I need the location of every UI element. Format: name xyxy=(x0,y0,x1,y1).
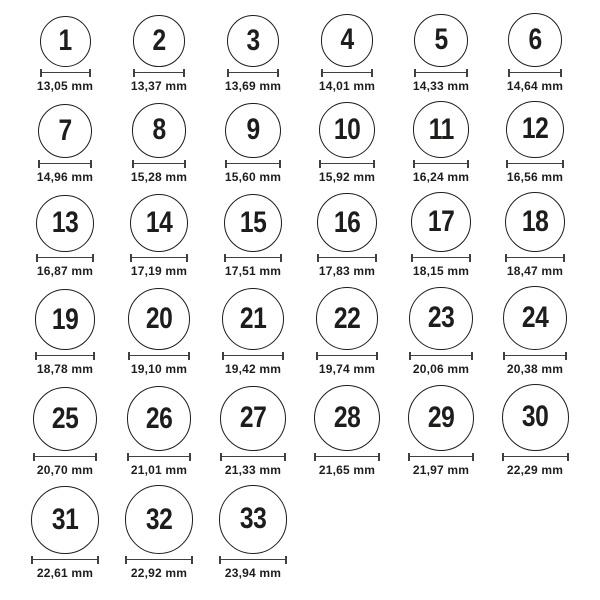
ring-circle-outline xyxy=(503,286,567,350)
diameter-label: 14,01 mm xyxy=(318,78,376,93)
ring-cell xyxy=(300,287,394,376)
ring-size-number: 6 xyxy=(528,22,542,56)
ring-circle-outline xyxy=(33,387,97,451)
ring-size-number: 28 xyxy=(333,401,361,435)
diameter-label: 14,96 mm xyxy=(36,169,94,184)
diameter-ruler xyxy=(128,352,190,360)
ring-size-number: 12 xyxy=(521,112,549,146)
ring-circle-outline xyxy=(317,193,376,252)
diameter-label: 15,28 mm xyxy=(130,169,188,184)
ring-circle-outline xyxy=(413,101,470,158)
ring-cell xyxy=(300,102,394,184)
diameter-ruler xyxy=(31,556,99,564)
ring-size-number: 13 xyxy=(51,206,79,240)
diameter-ruler xyxy=(502,453,569,461)
ring-cell xyxy=(112,485,206,579)
diameter-label: 17,51 mm xyxy=(224,264,282,279)
chart-row xyxy=(18,485,582,580)
diameter-ruler xyxy=(40,69,91,77)
diameter-label: 19,10 mm xyxy=(130,361,188,376)
chart-row xyxy=(18,101,582,184)
ring-cell xyxy=(300,14,394,93)
ring-circle-outline xyxy=(130,194,188,252)
diameter-label: 18,78 mm xyxy=(36,361,94,376)
ring-circle-outline xyxy=(414,14,467,67)
diameter-label: 23,94 mm xyxy=(224,565,282,580)
diameter-label: 19,42 mm xyxy=(224,361,282,376)
ring-circle-outline xyxy=(224,194,283,253)
ring-size-number: 4 xyxy=(340,23,354,57)
diameter-ruler xyxy=(225,160,280,168)
ring-size-number: 10 xyxy=(333,112,361,146)
ring-size-number: 19 xyxy=(51,302,79,336)
ring-circle-outline xyxy=(505,192,565,252)
ring-cell xyxy=(112,15,206,93)
diameter-ruler xyxy=(413,160,470,168)
ring-circle-outline xyxy=(319,102,375,158)
ring-size-number: 3 xyxy=(246,23,260,57)
diameter-label: 17,83 mm xyxy=(318,264,376,279)
ring-cell xyxy=(394,287,488,376)
ring-circle-outline xyxy=(314,385,380,451)
ring-cell xyxy=(488,101,582,184)
ring-cell xyxy=(112,194,206,278)
diameter-ruler xyxy=(505,254,565,262)
ring-size-number: 30 xyxy=(521,400,549,434)
ring-size-number: 33 xyxy=(239,502,267,536)
diameter-label: 14,33 mm xyxy=(412,78,470,93)
diameter-ruler xyxy=(127,453,192,461)
ring-size-number: 23 xyxy=(427,301,455,335)
diameter-ruler xyxy=(132,160,187,168)
ring-circle-outline xyxy=(225,103,280,158)
diameter-label: 20,70 mm xyxy=(36,462,94,477)
ring-size-number: 21 xyxy=(239,301,267,335)
diameter-label: 21,01 mm xyxy=(130,462,188,477)
ring-circle-outline xyxy=(219,485,288,554)
ring-circle-outline xyxy=(227,15,279,67)
diameter-label: 13,37 mm xyxy=(130,78,188,93)
ring-cell xyxy=(112,103,206,184)
ring-circle-outline xyxy=(321,14,374,67)
ring-size-number: 22 xyxy=(333,301,361,335)
ring-size-number: 1 xyxy=(58,24,72,58)
diameter-ruler xyxy=(33,453,97,461)
ring-cell xyxy=(206,386,300,477)
ring-cell xyxy=(206,15,300,93)
diameter-label: 15,60 mm xyxy=(224,169,282,184)
ring-cell xyxy=(394,192,488,278)
diameter-label: 13,05 mm xyxy=(36,78,94,93)
ring-cell xyxy=(112,386,206,477)
ring-cell xyxy=(206,103,300,184)
ring-circle-outline xyxy=(40,16,91,67)
ring-cell xyxy=(300,193,394,278)
diameter-label: 16,87 mm xyxy=(36,264,94,279)
ring-cell xyxy=(18,195,112,279)
ring-size-number: 18 xyxy=(521,205,549,239)
diameter-ruler xyxy=(219,556,288,564)
diameter-ruler xyxy=(508,69,562,77)
diameter-ruler xyxy=(408,453,474,461)
ring-circle-outline xyxy=(127,386,192,451)
ring-cell xyxy=(18,387,112,477)
ring-circle-outline xyxy=(31,486,99,554)
ring-size-number: 16 xyxy=(333,205,361,239)
diameter-ruler xyxy=(314,453,380,461)
ring-size-number: 32 xyxy=(145,502,173,536)
ring-size-number: 8 xyxy=(152,113,166,147)
ring-cell xyxy=(206,288,300,376)
diameter-label: 18,47 mm xyxy=(506,264,564,279)
ring-cell xyxy=(488,192,582,278)
ring-cell xyxy=(206,485,300,580)
diameter-ruler xyxy=(414,69,467,77)
diameter-ruler xyxy=(36,254,94,262)
ring-circle-outline xyxy=(502,384,569,451)
ring-circle-outline xyxy=(506,101,563,158)
ring-circle-outline xyxy=(408,385,474,451)
diameter-ruler xyxy=(321,69,374,77)
diameter-label: 15,92 mm xyxy=(318,169,376,184)
ring-circle-outline xyxy=(411,192,471,252)
diameter-label: 22,29 mm xyxy=(506,462,564,477)
ring-size-number: 20 xyxy=(145,302,173,336)
diameter-label: 21,65 mm xyxy=(318,462,376,477)
ring-cell xyxy=(394,14,488,93)
diameter-ruler xyxy=(35,352,96,360)
ring-circle-outline xyxy=(222,288,284,350)
diameter-label: 16,56 mm xyxy=(506,169,564,184)
chart-row xyxy=(18,192,582,278)
diameter-label: 16,24 mm xyxy=(412,169,470,184)
diameter-label: 19,74 mm xyxy=(318,361,376,376)
ring-cell xyxy=(394,101,488,184)
diameter-ruler xyxy=(38,160,92,168)
diameter-ruler xyxy=(319,160,375,168)
diameter-label: 17,19 mm xyxy=(130,264,188,279)
ring-circle-outline xyxy=(38,104,92,158)
ring-circle-outline xyxy=(508,13,562,67)
ring-circle-outline xyxy=(35,289,96,350)
ring-size-number: 24 xyxy=(521,301,549,335)
ring-circle-outline xyxy=(128,288,190,350)
diameter-ruler xyxy=(130,254,188,262)
diameter-ruler xyxy=(503,352,567,360)
ring-cell xyxy=(18,486,112,580)
ring-size-number: 15 xyxy=(239,205,267,239)
diameter-ruler xyxy=(411,254,471,262)
ring-cell xyxy=(18,289,112,376)
ring-size-number: 31 xyxy=(51,502,79,536)
ring-cell xyxy=(112,288,206,376)
ring-circle-outline xyxy=(132,103,187,158)
diameter-ruler xyxy=(224,254,283,262)
ring-circle-outline xyxy=(409,287,472,350)
diameter-label: 18,15 mm xyxy=(412,264,470,279)
ring-size-number: 2 xyxy=(152,24,166,57)
ring-cell xyxy=(488,286,582,376)
ring-size-number: 29 xyxy=(427,400,455,434)
ring-size-number: 27 xyxy=(239,401,267,435)
diameter-ruler xyxy=(133,69,185,77)
chart-row xyxy=(18,384,582,477)
ring-circle-outline xyxy=(125,485,193,553)
chart-row xyxy=(18,13,582,93)
ring-cell xyxy=(488,13,582,93)
ring-circle-outline xyxy=(36,195,94,253)
diameter-ruler xyxy=(125,556,193,564)
diameter-ruler xyxy=(316,352,379,360)
diameter-label: 20,38 mm xyxy=(506,361,564,376)
diameter-label: 22,61 mm xyxy=(36,565,94,580)
ring-size-number: 26 xyxy=(145,401,173,435)
diameter-ruler xyxy=(409,352,472,360)
diameter-label: 14,64 mm xyxy=(506,78,564,93)
diameter-label: 21,33 mm xyxy=(224,462,282,477)
ring-size-number: 9 xyxy=(246,113,260,147)
chart-row xyxy=(18,286,582,376)
ring-cell xyxy=(18,16,112,93)
ring-cell xyxy=(300,385,394,477)
ring-size-number: 11 xyxy=(428,112,454,146)
diameter-ruler xyxy=(506,160,563,168)
diameter-ruler xyxy=(222,352,284,360)
ring-cell xyxy=(394,385,488,477)
ring-circle-outline xyxy=(220,386,285,451)
ring-circle-outline xyxy=(133,15,185,67)
diameter-label: 22,92 mm xyxy=(130,565,188,580)
ring-size-number: 7 xyxy=(58,113,72,147)
diameter-label: 21,97 mm xyxy=(412,462,470,477)
ring-size-number: 5 xyxy=(434,23,448,57)
ring-size-number: 17 xyxy=(427,205,455,239)
diameter-ruler xyxy=(317,254,376,262)
ring-cell xyxy=(488,384,582,477)
ring-size-number: 14 xyxy=(145,206,173,240)
diameter-ruler xyxy=(227,69,279,77)
ring-cell xyxy=(206,194,300,279)
diameter-label: 20,06 mm xyxy=(412,361,470,376)
ring-size-number: 25 xyxy=(51,401,79,435)
ring-circle-outline xyxy=(316,287,379,350)
diameter-label: 13,69 mm xyxy=(224,78,282,93)
ring-cell xyxy=(18,104,112,184)
diameter-ruler xyxy=(220,453,285,461)
